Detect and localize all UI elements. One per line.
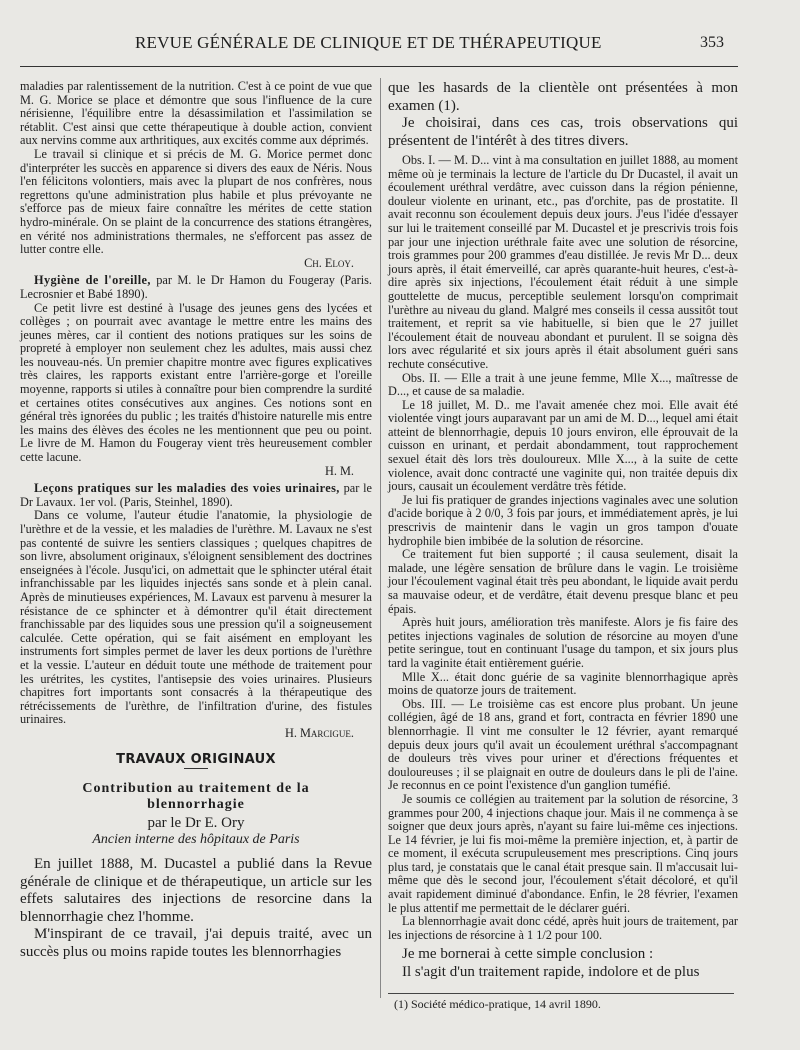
article-intro-paragraph: En juillet 1888, M. Ducastel a publié dans la Revue générale de clinique et de thérapeutique, un article sur les effets salutaires des injections de resorcine dans la blennorrhagie chez l'homme.: [20, 856, 372, 925]
review2-paragraph: Ce petit livre est destiné à l'usage des jeunes gens des lycées et collèges ; on pourrait avec avantage le mettre entre les mains des jeunes mères, car il contient des notions pratiques sur les soins de propreté à employer non seulement chez les adultes, mais aussi chez les nouveau-nés. Un premier chapitre montre avec figures explicatives très claires, les rapports existant entre l'arrière-gorge et l'oreille moyenne, rapports si utiles à connaître pour bien comprendre la surdité et certaines otites consécutives aux angines. Ces notions sont en général très ignorées du public ; les traités d'histoire naturelle mis entre les mains des élèves des écoles ne les mentionnent que peu ou point. Le livre de M. Hamon du Fougeray vient très heureusement combler cette lacune.: [20, 300, 372, 465]
review3-reference: par le Dr Lavaux. 1er vol. (Paris, Steinhel, 1890).: [20, 481, 372, 509]
header-rule: [20, 66, 738, 67]
review3-heading: [20, 482, 372, 509]
observation-1: Obs. I. — M. D... vint à ma consultation en juillet 1888, au moment même où je terminais la lecture de l'article du Dr Ducastel, il avait un écoulement uréthral verdâtre, avec cuisson dans la région pénienne, douleur violente en urinant, etc., pas d'orchite, pas de prostatite. Il avait reconnu son écoulement depuis deux jours. J'eus l'idée d'essayer sur lui le traitement conseillé par M. Ducastel et je prescrivis trois fois par jour une injection uréthrale faite avec une solution de résorcine, trois grammes pour 200 grammes d'eau distillée. Je revis Mr D... deux jours après, il était émerveillé, car après quarante-huit heures, c'est-à-dire après six injections, l'écoulement était réduit à une simple gouttelette de mucus, perceptible seulement lorsqu'on comprimait l'urèthre au niveau du gland. Malgré mes conseils il cessa aussitôt tout traitement, et reprit sa vie habituelle, si bien que le 27 juillet l'écoulement était de nouveau abondant et purulent. Il se soigna dès lors avec régularité et six jours après il était absolument guéri sans rechute consécutive.: [388, 153, 738, 371]
article-author: par le Dr E. Ory: [147, 815, 245, 832]
section-rule: [184, 768, 208, 769]
review2-title: Hygiène de l'oreille,: [34, 273, 151, 288]
article-title-line-1: Contribution au traitement de la: [82, 781, 310, 797]
conclusion-lead: Je me bornerai à cette simple conclusion :: [402, 946, 654, 963]
observation-2-history: Le 18 juillet, M. D.. me l'avait amenée chez moi. Elle avait été violentée vingt jours auparavant par un ami de M. D..., lequel ami était atteint de blennorrhagie, depuis 10 jours environ, elle éprouvait de la cuisson en urinant, et perdait abondamment, tout rapprochement sexuel était dès lors très douloureux. Mlle X..., à la suite de cette violence, avait donc contracté une vaginite qui, non traitée depuis dix jours, causait un écoulement verdâtre très fétide.: [388, 397, 738, 494]
section-heading: TRAVAUX ORIGINAUX: [116, 751, 276, 767]
observation-2-improvement: Après huit jours, amélioration très manifeste. Alors je fis faire des petites injections vaginales de solution de résorcine au moyen d'une petite seringue, tout en continuant l'usage du tampon, et six jours plus tard la vaginite était entièrement guérie.: [388, 615, 738, 670]
right-column: [388, 80, 738, 1012]
left-column: [20, 80, 372, 961]
running-head: [0, 30, 800, 60]
review1-text-end: maladies par ralentissement de la nutrition. C'est à ce point de vue que M. G. Morice se place et démontre que sous l'influence de la cure nérisienne, l'équilibre entre la désassimilation et l'assimilation se rétablit. C'est ainsi que cette thérapeutique à double action, convient aux nervins comme aux arthritiques, aux excités comme aux déprimés.: [20, 79, 372, 148]
observation-2-progress: Ce traitement fut bien supporté ; il causa seulement, disait la malade, une légère sensation de brûlure dans le vagin. Le troisième jour l'écoulement vaginal était très peu abondant, le liquide avait perdu sa mauvaise odeur, et de verdâtre, était devenu presque blanc et peu épais.: [388, 547, 738, 616]
review3-paragraph: Dans ce volume, l'auteur étudie l'anatomie, la physiologie de l'urèthre et de la vessie, et les maladies de l'urèthre. M. Lavaux ne s'est pas contenté de suivre les sentiers classiques ; quelques chapitres de son livre, absolument originaux, s'éloignent sensiblement des doctrines enseignées à l'école. Jusqu'ici, on admettait que le sphincter utéral était infranchissable par les liquides injectés sans sonde et à plein canal. Après de minutieuses expériences, M. Lavaux est parvenu à mesurer la résistance de ce sphincter et à démontrer qu'il était directement franchissable par des liquides sous une pression qu'il a soigneusement calculée. Cette opération, qui se fait aisément en employant les instruments fort simples permet de laver les deux portions de l'urèthre et la vessie. L'auteur en déduit toute une méthode de traitement pour les urétrites, les cystites, l'antisepsie des voies urinaires. Plusieurs chapitres fort importants sont consacrés à la thérapeutique des rétrécissements de l'urèthre, de l'infiltration d'urine, des fistules urinaires.: [20, 508, 372, 727]
article-title-line-2: blennorrhagie: [147, 797, 245, 813]
column-divider: [380, 78, 381, 998]
review2-signature: H. M.: [324, 463, 354, 478]
article-continued-text: que les hasards de la clientèle ont présentées à mon examen (1).: [388, 80, 738, 114]
observation-3-conclusion: La blennorrhagie avait donc cédé, après huit jours de traitement, par les injections de résorcine à 1 1/2 pour 100.: [388, 914, 738, 942]
review1-signature: Ch. Eloy.: [304, 255, 354, 270]
conclusion-text: Il s'agit d'un traitement rapide, indolore et de plus: [402, 963, 700, 980]
article-second-paragraph: M'inspirant de ce travail, j'ai depuis traité, avec un succès plus ou moins rapide toutes les blennorrhagies: [20, 926, 372, 960]
review2-heading: [20, 274, 372, 301]
observation-2-intro: Obs. II. — Elle a trait à une jeune femme, Mlle X..., maîtresse de D..., et cause de sa maladie.: [388, 370, 738, 399]
footnote-rule: [388, 993, 734, 994]
page-number: 353: [700, 34, 724, 51]
observation-3-treatment: Je soumis ce collégien au traitement par la solution de résorcine, 3 grammes pour 200, 4 injections chaque jour. Mais il ne commença à se soigner que deux jours après, n'ayant su faire lui-même ces injections. Le 14 février, je lui fis moi-même la première injection, et, à partir de ce moment, il exécuta scrupuleusement mes prescriptions. Cinq jours plus tard, je constatais que le canal était presque sain. Il m'accusait lui-même que dès le second jour, l'écoulement s'était décoloré, et qu'il avait rapidement diminué d'abondance. Enfin, le 28 février, l'examen le plus attentif me permettait de le déclarer guéri.: [388, 791, 738, 915]
review3-title: Leçons pratiques sur les maladies des voies urinaires,: [34, 481, 340, 496]
article-author-quality: Ancien interne des hôpitaux de Paris: [92, 831, 300, 847]
observation-2-treatment: Je lui fis pratiquer de grandes injections vaginales avec une solution d'acide borique à 2 0/0, 3 fois par jours, et immédiatement après, je lui prescrivis de maintenir dans le vagin un gros tampon d'ouate hydrophile bien imbibée de la solution de résorcine.: [388, 492, 738, 548]
review3-signature: H. Marcigue.: [284, 725, 354, 740]
journal-title: REVUE GÉNÉRALE DE CLINIQUE ET DE THÉRAPEUTIQUE: [135, 33, 602, 52]
observation-2-conclusion: Mlle X... était donc guérie de sa vaginite blennorrhagique après moins de quatorze jours de traitement.: [388, 669, 738, 698]
footnote: (1) Société médico-pratique, 14 avril 1890.: [394, 997, 601, 1012]
review2-reference: par M. le Dr Hamon du Fougeray (Paris. Lecrosnier et Babé 1890).: [20, 273, 373, 301]
article-choice-paragraph: Je choisirai, dans ces cas, trois observations qui présentent de l'intérêt à des titres divers.: [388, 115, 738, 149]
observation-3-intro: Obs. III. — Le troisième cas est encore plus probant. Un jeune collégien, âgé de 18 ans, grand et fort, contracta en février 1890 une blennorrhagie. Il vint me consulter le 12 février, ayant remarqué depuis deux jours qu'il avait un écoulement uréthral s'accompagnant de douleurs très vives pour uriner et d'érections fréquentes et douloureuses ; il se plaignait en outre de douleurs dans le pli de l'aine. Je reconnus en ce point l'existence d'un ganglion tuméfié.: [388, 696, 738, 793]
review1-paragraph: Le travail si clinique et si précis de M. G. Morice permet donc d'interpréter les succès en apparence si divers des eaux de Néris. Nous l'en félicitons volontiers, mais avec la plupart de nos confrères, nous regrettons qu'une administration plus habile et plus prévoyante ne s'efforce pas de mieux faire connaître les mérites de cette station hydro-minérale. On se plaint de la concurrence des stations étrangères, en vérité nos administrations thermales, ne s'efforcent pas assez de lutter contre elle.: [20, 146, 372, 257]
